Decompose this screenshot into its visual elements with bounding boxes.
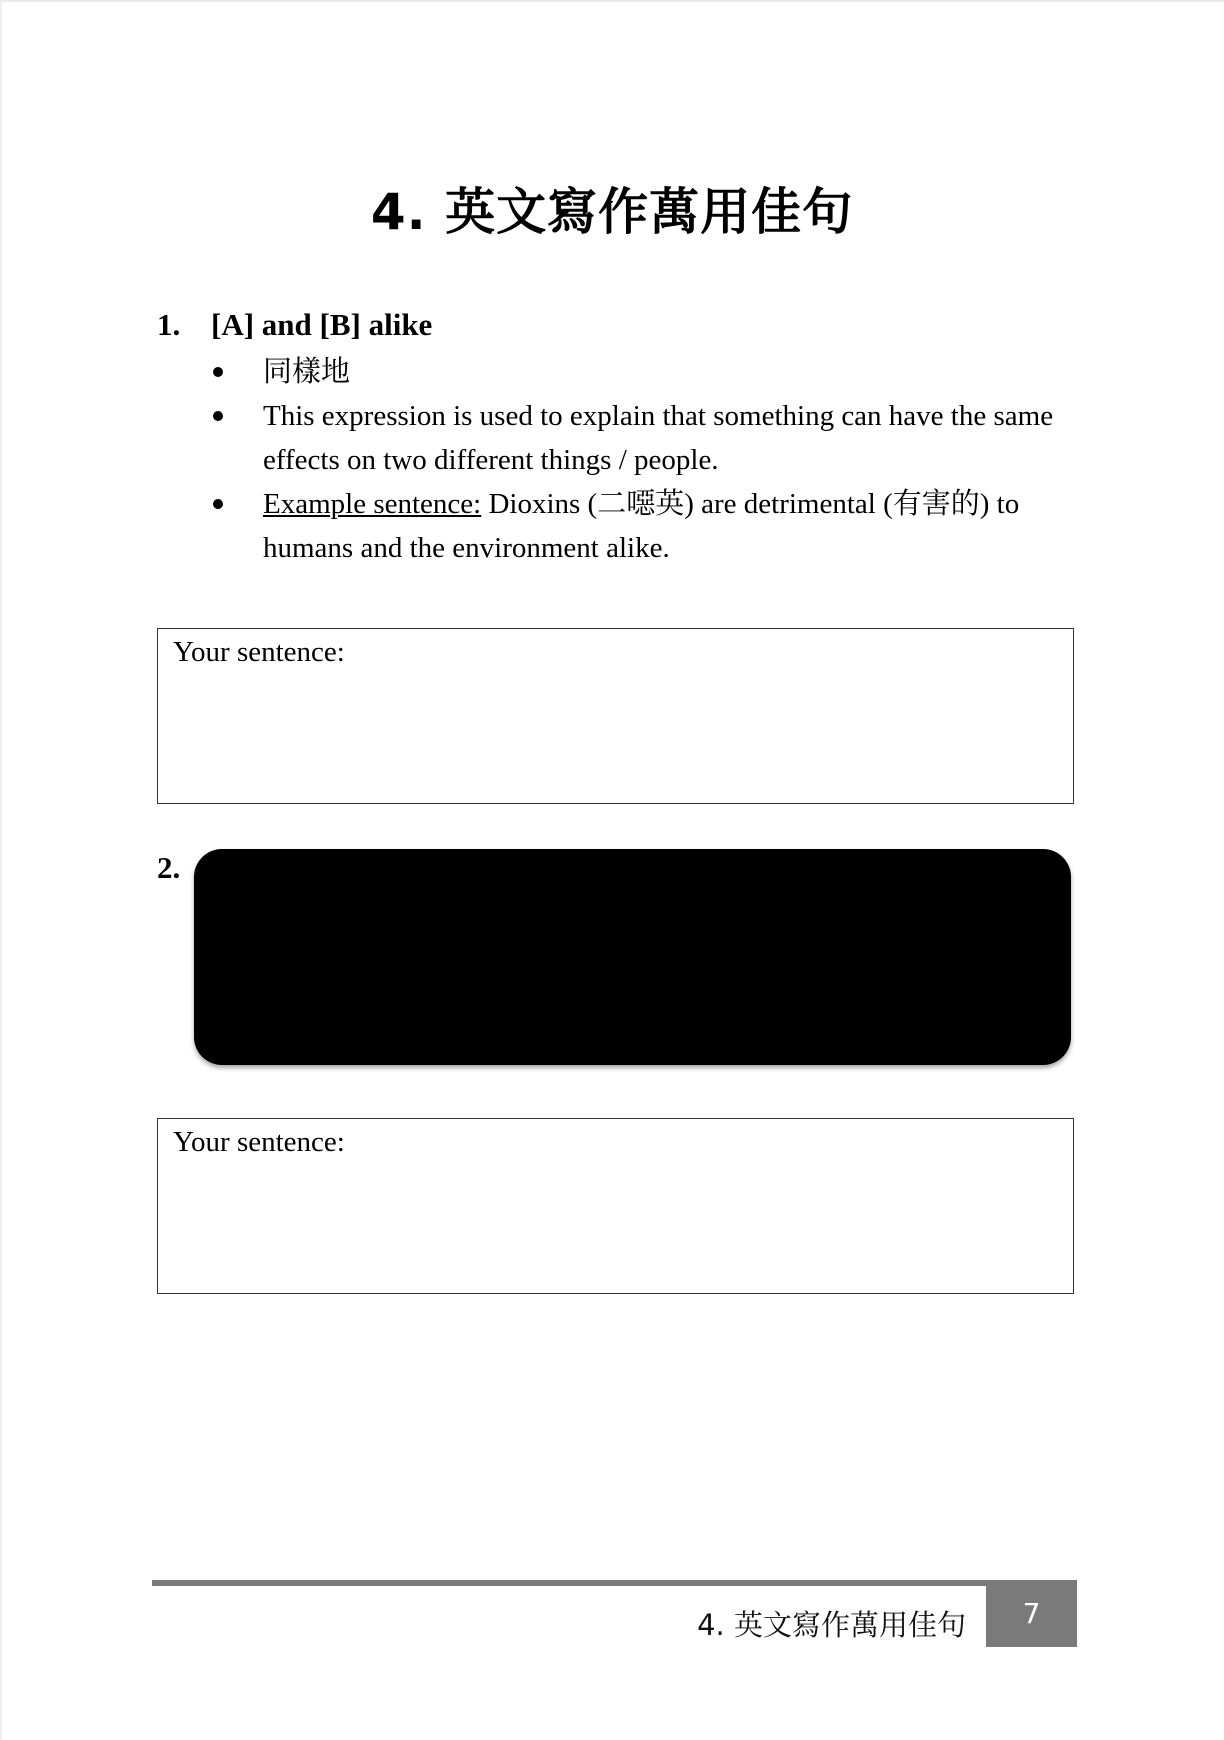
your-sentence-box-2[interactable] xyxy=(157,1118,1074,1294)
page-title: 4. 英文寫作萬用佳句 xyxy=(370,183,854,241)
your-sentence-box-1[interactable] xyxy=(157,628,1074,804)
page-number: 7 xyxy=(986,1580,1077,1647)
footer-section-label: 4. 英文寫作萬用佳句 xyxy=(697,1608,966,1642)
bullet-explanation-text: This expression is used to explain that something can have the same effects on two different things / people. xyxy=(263,400,1054,476)
footer-rule xyxy=(152,1580,988,1586)
item-1-number: 1. xyxy=(157,307,181,342)
bullet-meaning xyxy=(205,350,1085,394)
bullet-meaning-text: 同樣地 xyxy=(263,356,351,388)
example-sentence-label: Example sentence: xyxy=(263,488,482,520)
example-sentence-text: Dioxins (二噁英) are detrimental (有害的) to humans and the environment alike. xyxy=(263,488,1020,564)
bullet-dot-icon xyxy=(213,367,223,377)
item-1-bullet-list xyxy=(205,350,1085,570)
redacted-block xyxy=(194,849,1071,1065)
bullet-explanation xyxy=(205,394,1085,482)
bullet-dot-icon xyxy=(213,411,223,421)
item-1-title: [A] and [B] alike xyxy=(211,307,433,342)
your-sentence-label-1: Your sentence: xyxy=(173,636,345,668)
bullet-dot-icon xyxy=(213,499,223,509)
your-sentence-label-2: Your sentence: xyxy=(173,1126,345,1158)
item-1-heading xyxy=(157,307,432,343)
bullet-example xyxy=(205,482,1085,570)
item-2-number: 2. xyxy=(157,850,181,885)
